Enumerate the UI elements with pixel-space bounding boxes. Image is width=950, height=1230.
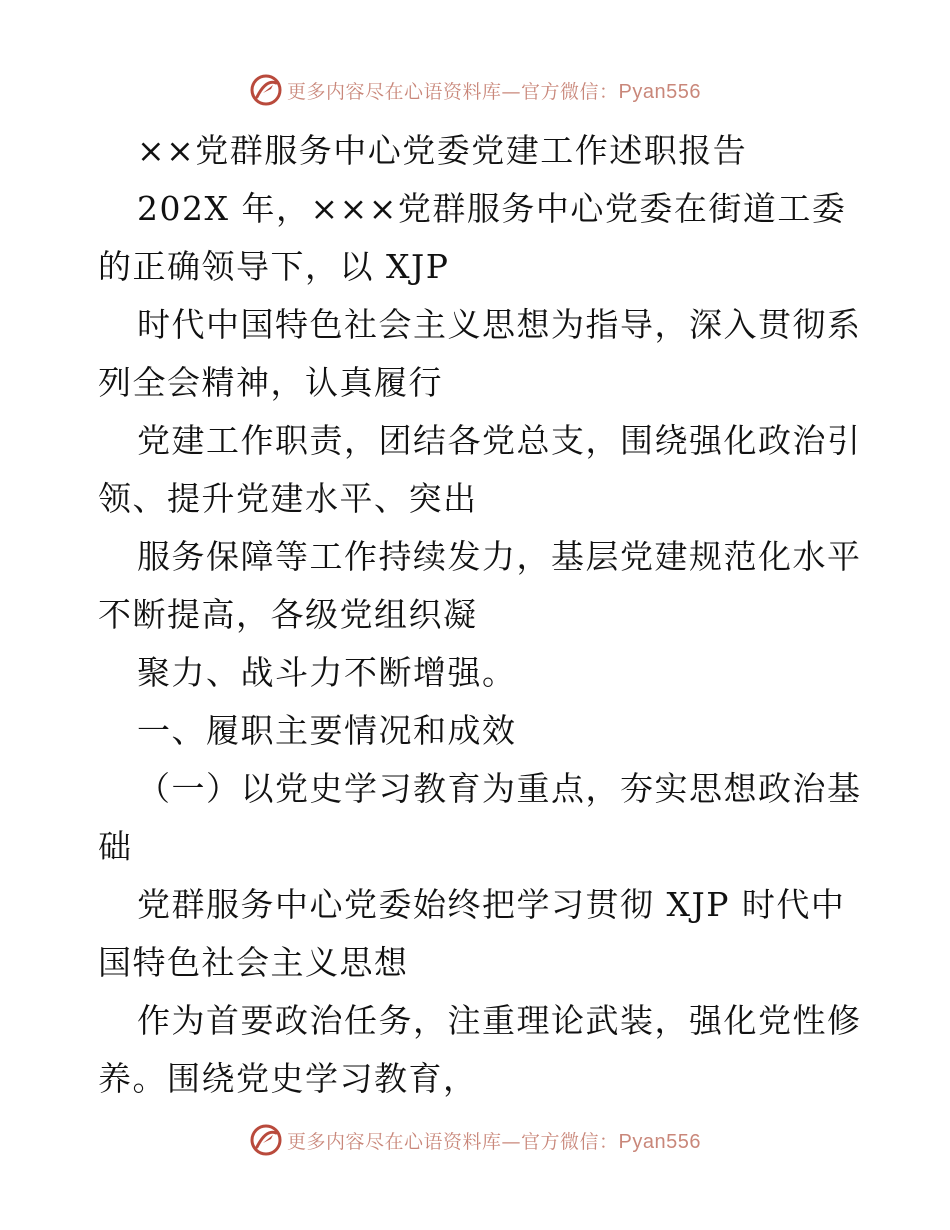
paragraph-line: 党群服务中心党委始终把学习贯彻 XJP 时代中 xyxy=(137,885,846,924)
paragraph-line: 养。围绕党史学习教育， xyxy=(98,1059,478,1098)
paragraph-line: 作为首要政治任务，注重理论武装，强化党性修 xyxy=(137,1001,862,1040)
document-title: ××党群服务中心党委党建工作述职报告 xyxy=(137,131,748,170)
paragraph-line: 列全会精神，认真履行 xyxy=(98,363,443,402)
pen-logo-icon xyxy=(249,73,283,107)
section-heading: 一、履职主要情况和成效 xyxy=(137,711,517,750)
header-watermark xyxy=(0,68,950,112)
document-body xyxy=(98,122,862,1108)
watermark-text: 更多内容尽在心语资料库—官方微信：Pyan556 xyxy=(287,80,701,103)
paragraph-line: 时代中国特色社会主义思想为指导，深入贯彻系 xyxy=(137,305,862,344)
footer-watermark xyxy=(0,1118,950,1162)
paragraph-line: 服务保障等工作持续发力，基层党建规范化水平 xyxy=(137,537,862,576)
subsection-heading-cont: 础 xyxy=(98,827,133,866)
paragraph-line: 领、提升党建水平、突出 xyxy=(98,479,478,518)
paragraph-line: 的正确领导下，以 XJP xyxy=(98,247,450,286)
paragraph-line: 202X 年，×××党群服务中心党委在街道工委 xyxy=(137,189,847,228)
paragraph-line: 聚力、战斗力不断增强。 xyxy=(137,653,517,692)
paragraph-line: 国特色社会主义思想 xyxy=(98,943,409,982)
pen-logo-icon xyxy=(249,1123,283,1157)
header-watermark-inner xyxy=(249,73,701,107)
paragraph-line: 党建工作职责，团结各党总支，围绕强化政治引 xyxy=(137,421,862,460)
subsection-heading: （一）以党史学习教育为重点，夯实思想政治基 xyxy=(137,769,862,808)
watermark-text: 更多内容尽在心语资料库—官方微信：Pyan556 xyxy=(287,1130,701,1153)
paragraph-line: 不断提高，各级党组织凝 xyxy=(98,595,478,634)
footer-watermark-inner xyxy=(249,1123,701,1157)
